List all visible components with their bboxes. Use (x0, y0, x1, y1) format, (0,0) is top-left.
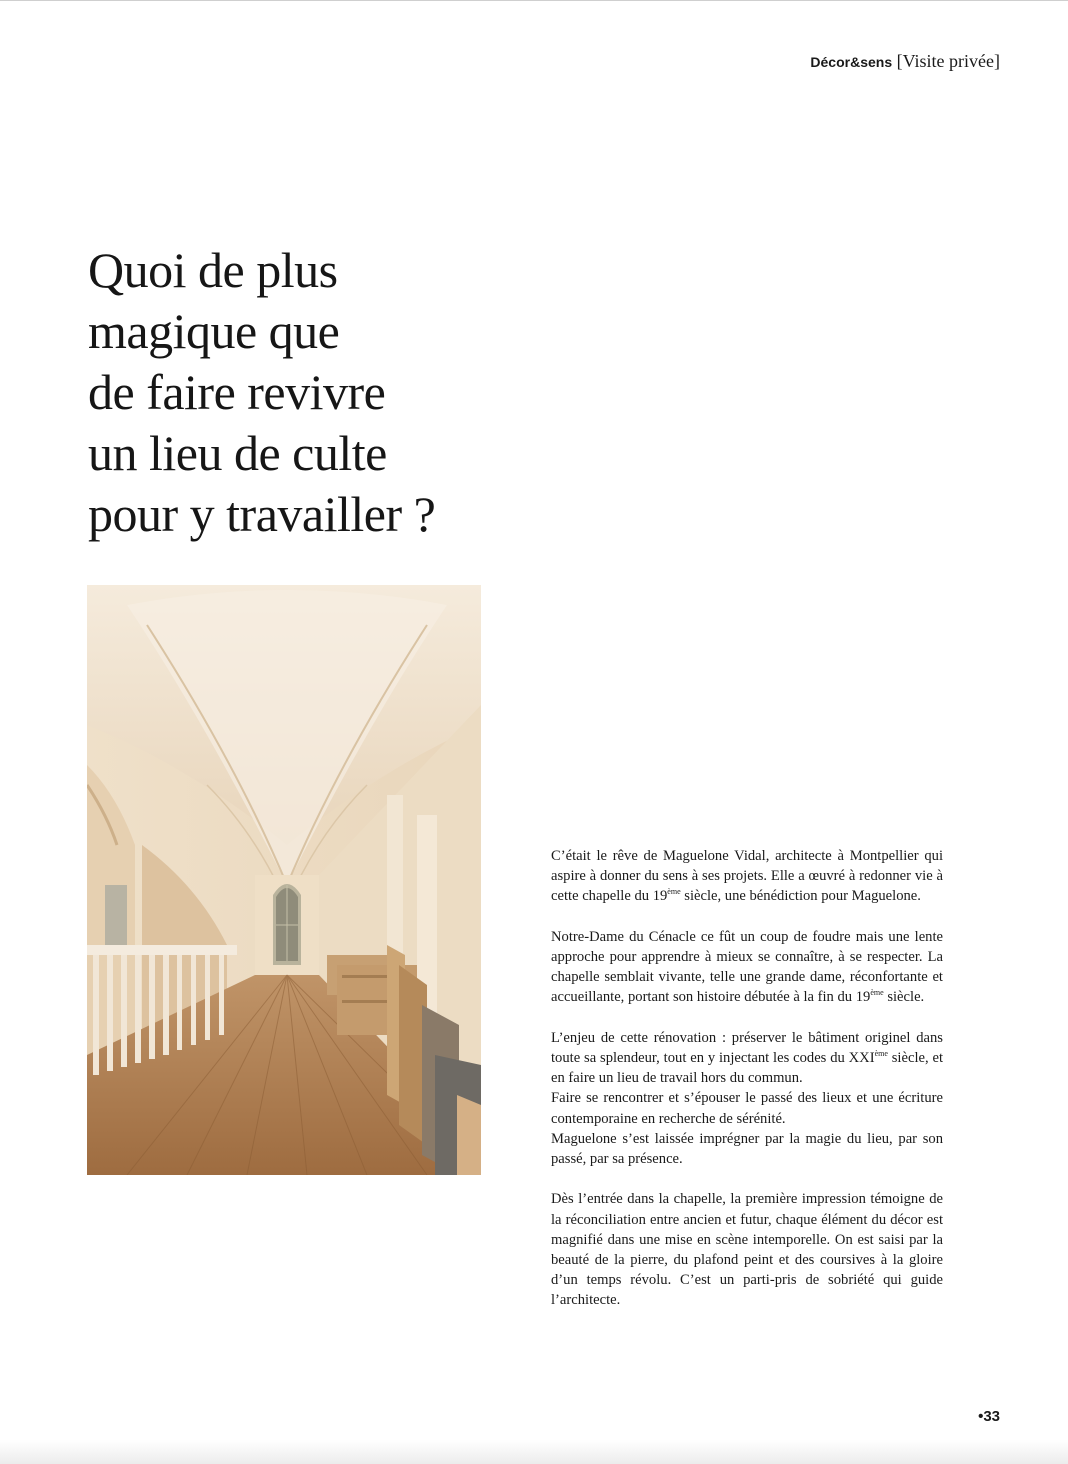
article-body (551, 846, 943, 1331)
section-label: [Visite privée] (896, 51, 1000, 71)
body-paragraph: L’enjeu de cette rénovation : préserver le bâtiment originel dans toute sa splendeur, tout en y injectant les codes du XXIème siècle, et en faire un lieu de travail hors du commun. Faire se rencontrer et s’épouser le passé des lieux et une écriture contemporaine en recherche de sérénité. Maguelone s’est laissée imprégner par la magie du lieu, par son passé, par sa présence. (551, 1029, 943, 1168)
body-paragraph: C’était le rêve de Maguelone Vidal, architecte à Montpellier qui aspire à donner du sens à ses projets. Elle a œuvré à redonner vie à cette chapelle du 19ème siècle, une bénédiction pour Maguelone. (551, 848, 943, 905)
headline-line: Quoi de plus (88, 242, 338, 298)
page-bottom-shade (0, 1440, 1068, 1464)
body-paragraph: Notre-Dame du Cénacle ce fût un coup de foudre mais une lente approche pour apprendre à mieux se connaître, à se respecter. La chapelle semblait vivante, telle une grande dame, réconfortante et accueillante, portant son histoire débutée à la fin du 19ème siècle. (551, 928, 943, 1006)
article-headline (88, 240, 558, 545)
headline-line: de faire revivre (88, 364, 386, 420)
headline-line: pour y travailler ? (88, 486, 436, 542)
magazine-brand: Décor&sens (810, 54, 893, 70)
page-number: •33 (978, 1408, 1000, 1425)
body-paragraph: Dès l’entrée dans la chapelle, la première impression témoigne de la réconciliation entre ancien et futur, chaque élément du décor est magnifié dans une mise en scène intemporelle. On est saisi par la beauté de la pierre, du plafond peint et des coursives à la gloire d’un temps révolu. C’est un parti-pris de sobriété qui guide l’architecte. (551, 1191, 943, 1309)
headline-line: magique que (88, 303, 340, 359)
page-header (810, 50, 1000, 73)
chapel-corridor-photo (87, 585, 481, 1175)
headline-line: un lieu de culte (88, 425, 387, 481)
top-rule (0, 0, 1068, 1)
